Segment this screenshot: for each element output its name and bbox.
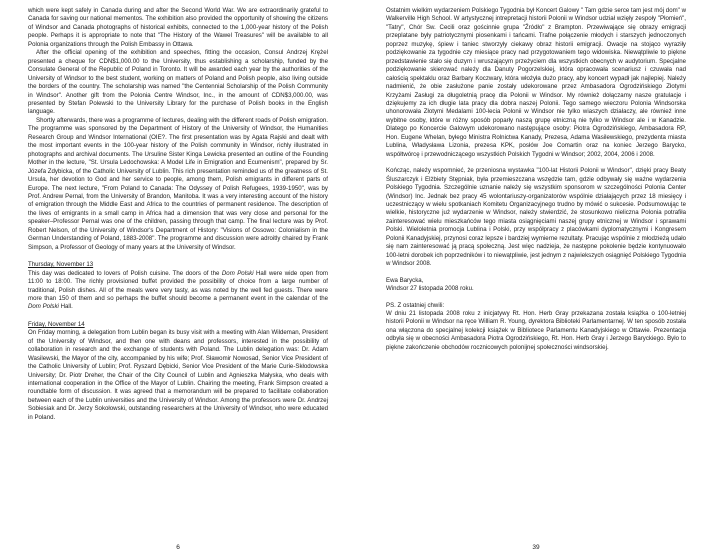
section-heading: Friday, November 14 bbox=[28, 320, 85, 328]
section-heading: Thursday, November 13 bbox=[28, 261, 94, 269]
paragraph: After the official opening of the exhibition and speeches, fitting the occasion, Consul Andrzej Krężel presented a cheque for CDN$1,000.00 to the University, thus establishing a scholarship, funded by the Consulate General of the Republic of Poland in Toronto. It will be awarded each year by the authorities of the University of Windsor to the best student, working on matters of Poland and Polish people, also living outside the borders of the country. The scholarship was named "the Centennial Scholarship of the Polish Community in Windsor". Another gift from the Polonia Centre Windsor, Inc., in the amount of CDN$3,000.00, was presented by Stefan Polewski to the University Library for the purchase of Polish books in the English language. bbox=[28, 49, 328, 116]
right-page bbox=[386, 0, 686, 558]
paragraph: On Friday morning, a delegation from Lublin began its busy visit with a meeting with Alan Wildeman, President of the University of Windsor, and then one with deans and professors, interested in the possibility of collaboration in research and the exchange of students with Poland. The Lublin delegation was: Dr. Adam Wasilewski, the Mayor of the city, accompanied by his wife; Prof. Sławomir Nowosad, Senior Vice President of the Catholic University of Lublin; Prof. Ryszard Dębicki, Senior Vice President of the Marie Curie-Skłodowska University; Dr. Piotr Dreher, the Chair of the City Council of Lublin and Agnieszka Małyska, who deals with international cooperation in the Office of the Mayor of Lublin. Chairing the meeting, Frank Simpson created a roundtable form of discussion. It was agreed that a memorandum will be prepared to facilitate collaboration between each of the Lublin universities and the University of Windsor. Among the professors were Dr. Andrzej Sobiesiak and Dr. Jerzy Sokołowski, outstanding researchers at the University of Windsor, who were educated in Poland. bbox=[28, 329, 328, 421]
paragraph: W dniu 21 listopada 2008 roku z inicjatywy Rt. Hon. Herb Gray przekazana została książka o 100-letniej historii Polonii w Windsor na ręce William R. Young, dyrektora Biblioteki Parlamentarnej. W ten sposób została ona włączona do specjalnej kolekcji książek w Bibliotece Parlamentu Kanadyjskiego w Ottawie. Prezentacja odbyła się w obecności Ambasadora Piotra Ogrodzińskiego, Rt. Hon. Herb Gray i Jerzego Baryckiego. Było to piękne zakończenie obchodów rocznicowych polonijnej społeczności windsorskiej. bbox=[386, 309, 686, 351]
signature-name: Ewa Barycka, bbox=[386, 276, 424, 284]
page-number: 6 bbox=[176, 544, 180, 551]
paragraph: which were kept safely in Canada during and after the Second World War. We are extraordinarily grateful to Canada for saving our national mementos. The exhibition also provided the opportunity of showing the citizens of Windsor and Canada photographs of historical exhibits, connected to the 1,000-year history of the Polish people. Perhaps it is appropriate to note that "The History of the Wawel Treasures" will be available to all Polonia organizations through the Polish Embassy in Ottawa. bbox=[28, 7, 328, 48]
page-number: 39 bbox=[532, 544, 540, 551]
signature-date: Windsor 27 listopada 2008 roku. bbox=[386, 285, 474, 293]
postscript-heading: PS. Z ostatniej chwili: bbox=[386, 301, 445, 309]
paragraph: Kończąc, należy wspomnieć, że przeniosna wystawka "100-lat Historii Polonii w Windsor", dzięki pracy Beaty Śluszarczyk i Elżbiety Stępniak, była przemieszczana wszędzie tam, gdzie odbywały się ważne wydarzenia Polskiego Tygodnia. Szczególnie uznanie należy się wszystkim sponsorom w szczególności Polonia Center (Windsor) Inc. Jednak bez pracy 45 wolontariuszy-organizatorów wspólnie działających przez 18 miesięcy i uczestniczący w wielu spotkaniach Komitetu Organizacyjnego trudno by mówić o sukcesie. Podsumowując te wielkie, historyczne już wydarzenie w Windsor, należy stwierdzić, że stosunkowo nieliczna Polonia potrafiła zainteresować wielu mieszkańców tego miasta osiągnięciami naszej grupy etnicznej w Windsor i sprawami Polski. Wieloletnia promocja Lublina i Polski, przy współpracy z placówkami dyplomatycznymi i Kongresem Polonii Kanadyjskiej, przynosi coraz lepsze i bardziej wymierne rezultaty. Pracując wspólnie z młodzieżą udało się nam zainteresować ją pracą społeczną. Jest więc nadzieja, że następne pokolenie będzie kontynuowało 100-letni dorobek ich poprzedników i to niewątpliwie, jest jednym z najwiekszych osiągnięć Polskiego Tygodnia w Windsor 2008. bbox=[386, 167, 686, 268]
left-text-column bbox=[28, 7, 328, 422]
left-page bbox=[28, 0, 328, 558]
right-text-column bbox=[386, 7, 686, 352]
paragraph: Shortly afterwards, there was a programme of lectures, dealing with the different roads of Polish emigration. The programme was sponsored by the Department of History of the University of Windsor, the Humanities Research Group and Windsor International (OIE?. The first presentation was by Agata Rajski and dealt with the most important events in the 100-year history of the Polish community in Windsor, richly illustrated in photographs and archival documents. The Ursuline Sister Kinga Lewicka presented an outline of the Founding Mother in the lecture, "St. Ursula Ledochowska: A Model Life in Emigration and Ecumenism", prepared by Sr. Józefa Zdybicka, of the Catholic University of Lublin. This rich presentation reminded us of the greatness of St. Ursula, her devotion to God and her service to people, among them, Polish emigrants in different parts of Europe. The next lecture, "From Poland to Canada: The Odyssey of Polish Refugees, 1939-1950", was by Prof. Andrew Pernal, from the University of Brandon, Manitoba. It was a very interesting account of the history of emigration through the Middle East and Africa to the countries of permanent residence. The description of the lives of emigrants in a small camp in Africa had a dimension that was very close and personal for the speaker–Professor Pernal was one of the children, passing through that camp. The final lecture was by Prof. Robert Nelson, of the University of Windsor's Department of History: "Visions of Ossowo: Colonialism in the German Understanding of Poland, 1883-2008". The programme and discussion were adroitly chaired by Frank Simpson, a Professor of Geology of many years at the University of Windsor. bbox=[28, 116, 328, 251]
paragraph: This day was dedicated to lovers of Polish cuisine. The doors of the Dom Polski Hall were wide open from 11:00 to 18:00. The richly provisioned buffet provided the possibility of choice from a large number of traditional, Polish dishes. All of the meals were very tasty, as was noted by the well fed guests. There were more than 150 of them and so perhaps the buffet should become a permanent event in the calendar of the Dom Polski Hall. bbox=[28, 269, 328, 311]
paragraph: Ostatnim wielkim wydarzeniem Polskiego Tygodnia był Koncert Galowy " Tam gdzie serce tam jest mój dom" w Walkerville High School. W artystycznej intrepretacji historii Polonii w Windsor udział wzięły zespoły "Płomień", "Tatry", Chór Sw. Cecili oraz gościnnie grupa "Źródło" z Brampton. Przewiwające się obrazy emigracji przeplatane były patriotycznymi piosenkami i tańcami. Trafne połączenie młodych i starszych jednoczonych poprzez muzykę, śpiew i taniec stworzyły ciekawy obraz historii emigracji. Owacje na stojąco wyraziły podziękowanie za tygodnie czy miesiące pracy nad przygotowaniem tego widowiska. Niewątpliwie to piękne przedstawienie stało się duzym i wruszającym przeżyciem dla wszystkich obecnych w audytorium. Specjalne podziękowanie skierować należy dla Danuty Pogorzelskiej, która opracowała scenariusz i czuwała nad całością spektaklu oraz Barbary Koczwary, która włożyła dużo pracy, aby koncert wypadł jak najlepiej. Należy nadmienić, że obie zasłużone panie zostały udekorowane przez Ambasadora Ogrodzińskiego Złotymi Krzyżami Zasługi za długoletnią pracę dla Polonii w Windsor. My również dołączamy nasze gratulacje i dziękujemy za ich długie lata pracy dla dobra naszej Polonii. Tego samego wieczoru Polonia Windsorska uhonorowała Złotymi Medalami 100-lecia Polonii w Windsor nie tylko wiaszych działaczy, ale również inne wybitne osoby, które w różny sposób poparły naszą grupę etniczną nie tylko w Windsor ale i w Kanadzie. Dlatego po Koncercie Galowym udekorowano następujące osoby: Piotra Ogrodzińskiego, Ambasadora RP, Hon. Eugene Whelan, byłego Ministra Rolnictwa Kanady, Prezesa, Adama Wasilewskiego, prezydenta miasta Lublina, Władysława Lizonia, prezesa KPK, posłów Joe Comartin oraz na koniec Jerzego Barycko, współtwórcę i przewodniczącego wszystkich Polskich Tygodni w Windsor; 2002, 2004, 2006 i 2008. bbox=[386, 7, 686, 158]
